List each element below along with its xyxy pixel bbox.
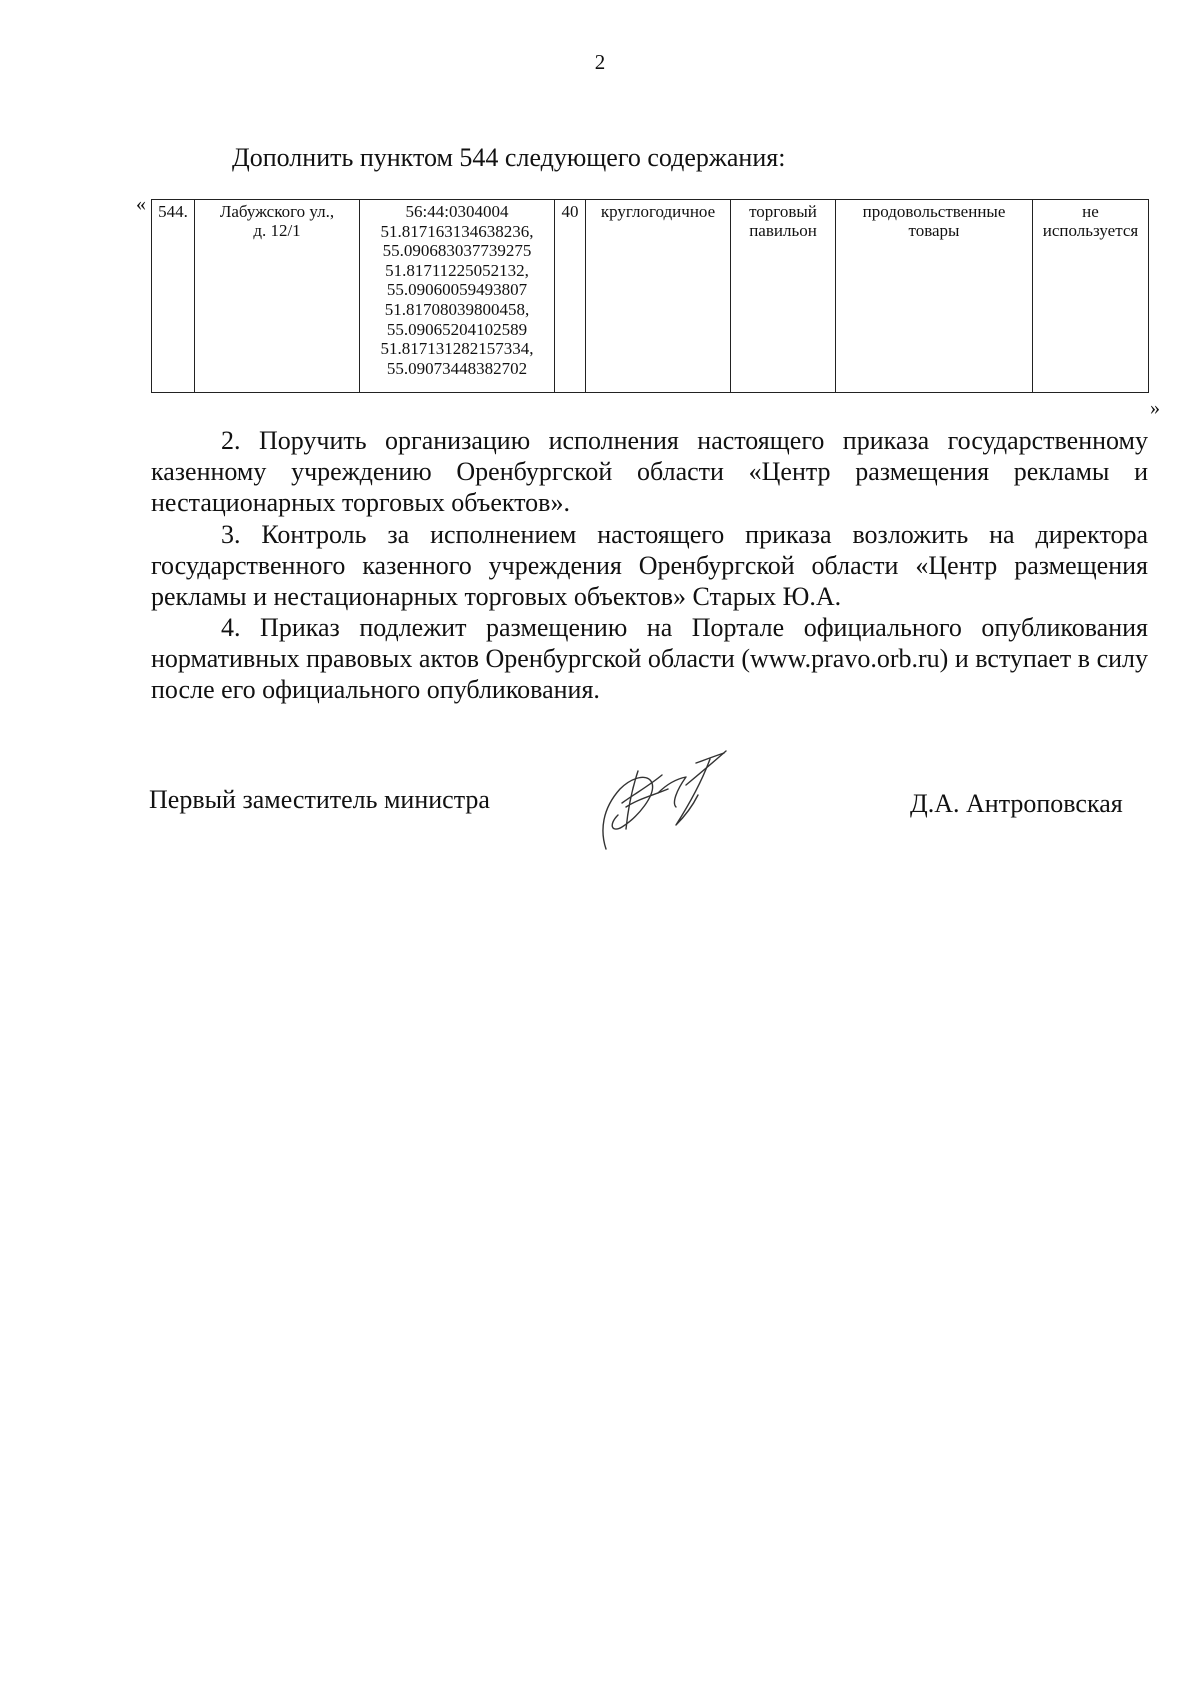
paragraph-3: 3. Контроль за исполнением настоящего приказа возложить на директора государственного казенного учреждения Оренбургской области «Центр размещения рекламы и нестационарных торговых объектов» Старых Ю.А. <box>151 520 1148 611</box>
cell-goods: продовольственные товары <box>836 200 1033 393</box>
signatory-position: Первый заместитель министра <box>149 785 490 814</box>
table-row <box>152 200 1149 393</box>
items-table <box>151 199 1149 393</box>
open-quote: « <box>136 193 146 215</box>
cell-area: 40 <box>555 200 586 393</box>
cell-object-type: торговый павильон <box>731 200 836 393</box>
intro-text: Дополнить пунктом 544 следующего содержания: <box>232 143 786 172</box>
page-number: 2 <box>594 50 606 74</box>
cell-period: круглогодичное <box>586 200 731 393</box>
cell-status: не используется <box>1033 200 1149 393</box>
cell-number: 544. <box>152 200 195 393</box>
signatory-name: Д.А. Антроповская <box>910 789 1123 818</box>
paragraph-4: 4. Приказ подлежит размещению на Портале официального опубликования нормативных правовых актов Оренбургской области (www.pravo.orb.ru) и вступает в силу после его официального опубликования. <box>151 613 1148 704</box>
cell-coordinates: 56:44:0304004 51.817163134638236, 55.090683037739275 51.81711225052132, 55.09060059493807 51.81708039800458, 55.09065204102589 51.817131282157334, 55.09073448382702 <box>360 200 555 393</box>
cell-address: Лабужского ул., д. 12/1 <box>195 200 360 393</box>
paragraph-2: 2. Поручить организацию исполнения настоящего приказа государственному казенному учреждению Оренбургской области «Центр размещения рекламы и нестационарных торговых объектов». <box>151 426 1148 517</box>
handwritten-signature <box>592 745 752 855</box>
close-quote: » <box>1150 397 1160 419</box>
